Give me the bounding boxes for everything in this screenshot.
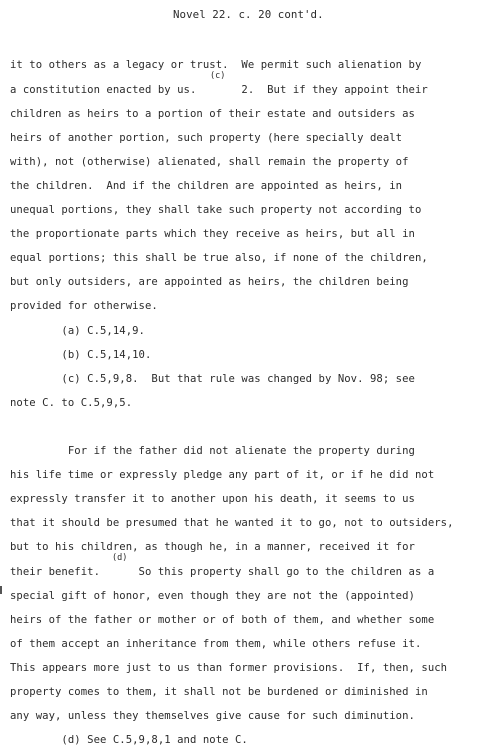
text-line: equal portions; this shall be true also, if none of the children, xyxy=(10,252,428,264)
text-line: unequal portions, they shall take such property not according to xyxy=(10,204,422,216)
text-line: expressly transfer it to another upon his death, it seems to us xyxy=(10,493,415,505)
text-line: with), not (otherwise) alienated, shall remain the property of xyxy=(10,156,409,168)
text-line: provided for otherwise. xyxy=(10,300,158,312)
text-line: property comes to them, it shall not be burdened or diminished in xyxy=(10,686,428,698)
text-line: any way, unless they themselves give cause for such diminution. xyxy=(10,710,415,722)
footnote-d: (d) See C.5,9,8,1 and note C. xyxy=(10,734,248,746)
text-line: a constitution enacted by us. 2. But if they appoint their xyxy=(10,84,428,96)
text-line: of them accept an inheritance from them, while others refuse it. xyxy=(10,638,422,650)
text-line: his life time or expressly pledge any part of it, or if he did not xyxy=(10,469,435,481)
text-line: but only outsiders, are appointed as heirs, the children being xyxy=(10,276,409,288)
text-line: This appears more just to us than former provisions. If, then, such xyxy=(10,662,448,674)
footnote-c: (c) C.5,9,8. But that rule was changed by Nov. 98; see xyxy=(10,373,415,385)
text-line: children as heirs to a portion of their estate and outsiders as xyxy=(10,108,415,120)
text-line: the children. And if the children are appointed as heirs, in xyxy=(10,180,403,192)
text-line: it to others as a legacy or trust. We permit such alienation by xyxy=(10,59,422,71)
footnote-b: (b) C.5,14,10. xyxy=(10,349,152,361)
footnote-ref-d: (d) xyxy=(112,553,128,563)
footnote-ref-c: (c) xyxy=(210,71,226,81)
text-line: heirs of the father or mother or of both of them, and whether some xyxy=(10,614,435,626)
text-line: their benefit. So this property shall go to the children as a xyxy=(10,566,435,578)
text-line: but to his children, as though he, in a manner, received it for xyxy=(10,541,415,553)
text-line: special gift of honor, even though they are not the (appointed) xyxy=(10,590,415,602)
text-line: heirs of another portion, such property (here specially dealt xyxy=(10,132,403,144)
page-title: Novel 22. c. 20 cont'd. xyxy=(173,8,324,21)
footnote-a: (a) C.5,14,9. xyxy=(10,325,145,337)
text-line: For if the father did not alienate the property during xyxy=(10,445,415,457)
footnote-c-cont: note C. to C.5,9,5. xyxy=(10,397,133,409)
margin-mark xyxy=(0,586,2,594)
text-line: the proportionate parts which they receive as heirs, but all in xyxy=(10,228,415,240)
text-line: that it should be presumed that he wanted it to go, not to outsiders, xyxy=(10,517,454,529)
